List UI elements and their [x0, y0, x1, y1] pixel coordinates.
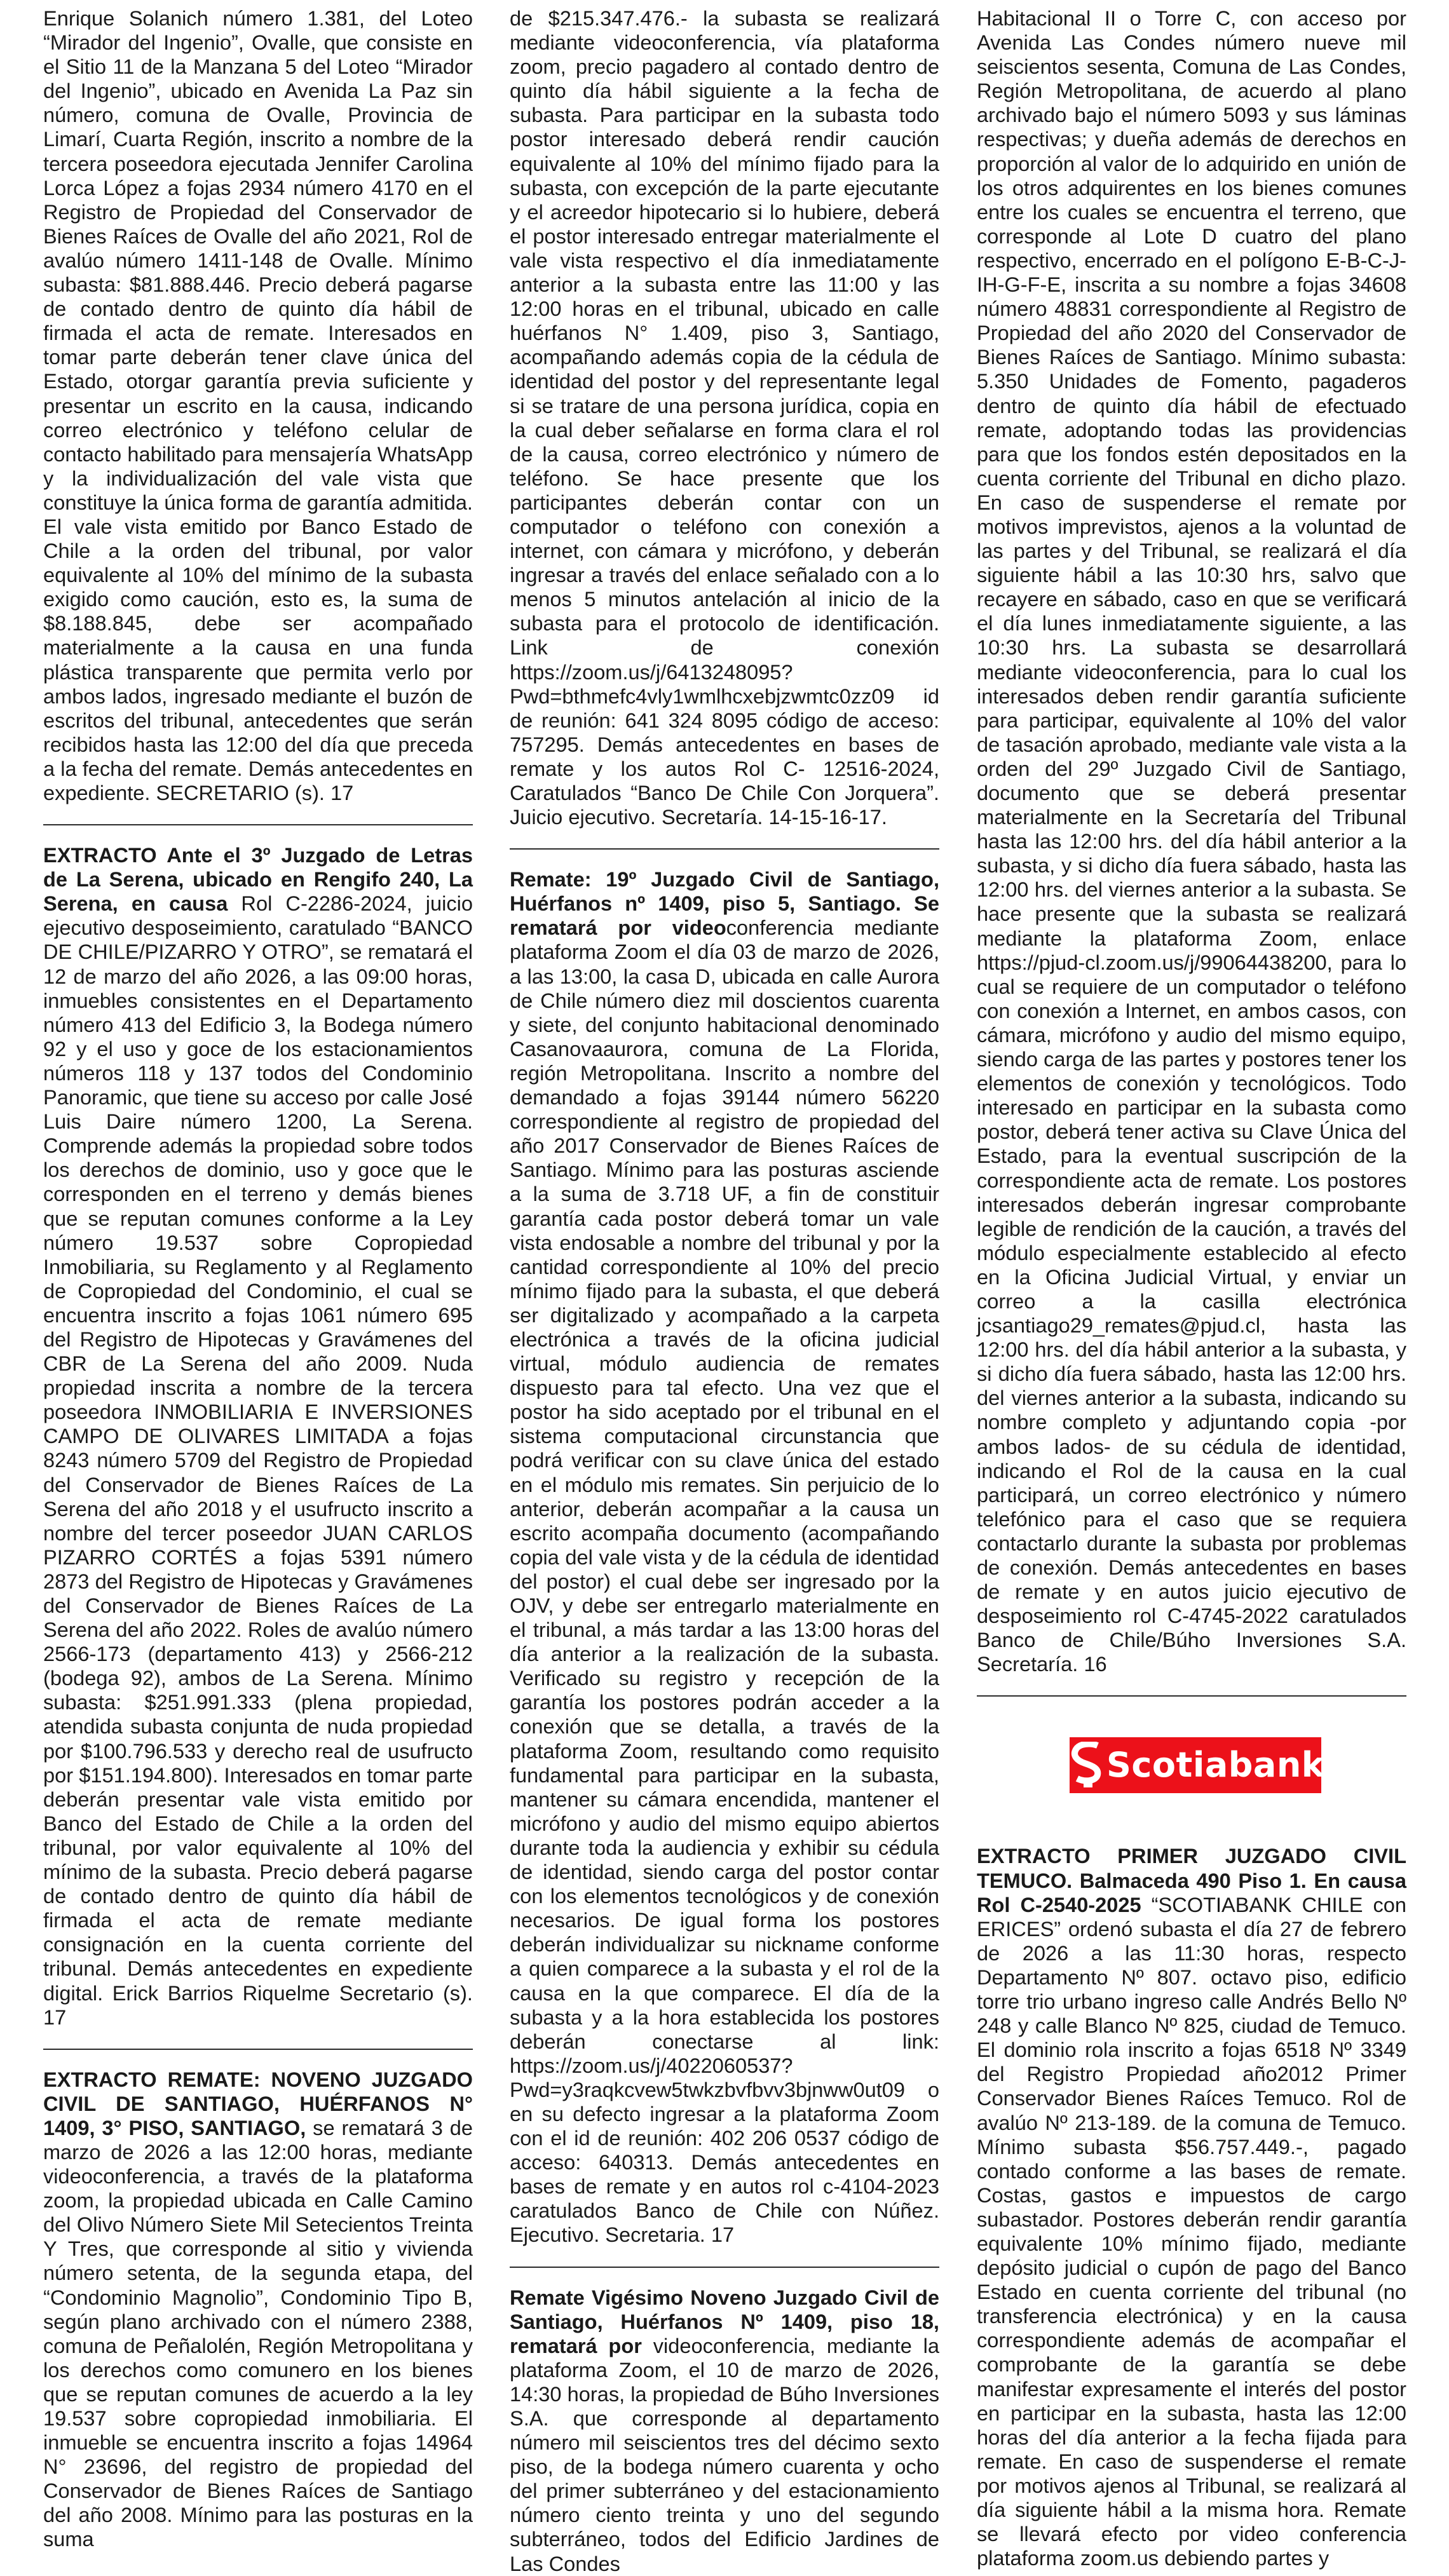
notice-body: Habitacional II o Torre C, con acceso por Avenida Las Condes número nueve mil seiscientos sesenta, Comuna de Las Condes, Región Metropolitana, de acuerdo al plano archivado bajo el número 5093 y sus láminas respectivas; y dueña además de derechos en proporción al valor de lo adquirido en unión de los otros adquirentes en los bienes comunes entre los cuales se encuentra el terreno, que corresponde al Lote D cuatro del plano respectivo, encerrado en el polígono E-B-C-J-IH-G-F-E, inscrita a su nombre a fojas 34608 número 48831 correspondiente al Registro de Propiedad del año 2020 del Conservador de Bienes Raíces de Santiago. Mínimo subasta: 5.350 Unidades de Fomento, pagaderos dentro de quinto día hábil de efectuado remate, adoptando todas las providencias para que los fondos estén depositados en la cuenta corriente del Tribunal en dicho plazo. En caso de suspenderse el remate por motivos imprevistos, ajenos a la voluntad de las partes y del Tribunal, se realizará el día siguiente hábil a las 10:30 hrs, salvo que recayere en sábado, caso en que se verificará el día lunes inmediatamente siguiente, a las 10:30 hrs. La subasta se desarrollará mediante videoconferencia, para lo cual los interesados deben rendir garantía suficiente para participar, equivalente al 10% del valor de tasación aprobado, mediante vale vista a la orden del 29º Juzgado Civil de Santiago, documento que se deberá presentar materialmente en la Secretaría del Tribunal hasta las 12:00 hrs. del día hábil anterior a la subasta, y si dicho día fuera sábado, hasta las 12:00 hrs. del viernes anterior a la subasta. Se hace presente que la subasta se realizará mediante la plataforma Zoom, enlace https://pjud-cl.zoom.us/j/99064438200, para lo cual se requiere de un computador o teléfono con conexión a Internet, en ambos casos, con cámara, micrófono y audio del mismo equipo, siendo carga de las partes y postores tener los elementos de conexión y tecnológicos. Todo interesado en participar en la subasta como postor, deberá tener activa su Clave Única del Estado, para la eventual suscripción de la correspondiente acta de remate. Los postores interesados deberán ingresar comprobante legible de rendición de la caución, a través del módulo especialmente establecido al efecto en la Oficina Judicial Virtual, y enviar un correo a la casilla electrónica jcsantiago29_remates@pjud.cl, hasta las 12:00 hrs. del día hábil anterior a la subasta, y si dicho día fuera sábado, hasta las 12:00 hrs. del viernes anterior a la subasta, indicando su nombre completo y adjuntando copia -por ambos lados- de su cédula de identidad, indicando el Rol de la causa en la cual participará, un correo electrónico y número telefónico para el caso que se requiera contactarlo durante la subasta por problemas de conexión. Demás antecedentes en bases de remate y en autos juicio ejecutivo de desposeimiento rol C-4745-2022 caratulados Banco de Chile/Búho Inversiones S.A. Secretaría. 16: [977, 6, 1406, 1676]
notice-divider: [510, 848, 939, 850]
legal-notice-noveno-juzgado-continuation: [510, 6, 939, 829]
scotiabank-logo: [1070, 1737, 1325, 1793]
scotiabank-wordmark: Scotiabank: [1106, 1745, 1325, 1786]
notice-heading: Remate Vigésimo Noveno Juzgado Civil de Santiago, Huérfanos Nº 1409, piso 18, rematará por: [510, 2285, 939, 2357]
notice-body: “SCOTIABANK CHILE con ERICES” ordenó subasta el día 27 de febrero de 2026 a las 11:30 horas, respecto Departamento Nº 807. octavo piso, edificio torre trio urbano ingreso calle Andrés Bello Nº 248 y calle Blanco Nº 825, ciudad de Temuco. El dominio rola inscrito a fojas 6518 Nº 3349 del Registro Propiedad año2012 Primer Conservador Bienes Raíces Temuco. Rol de avalúo Nº 213-189. de la comuna de Temuco. Mínimo subasta $56.757.449.-, pagado contado conforme a las bases de remate. Costas, gastos e impuestos de cargo subastador. Postores deberán rendir garantía equivalente 10% mínimo fijado, mediante depósito judicial o cupón de pago del Banco Estado en cuenta corriente del tribunal (no transferencia electrónica) y en la causa correspondiente además de acompañar el comprobante de la garantía se debe manifestar expresamente el interés del postor en participar en la subasta, hasta las 12:00 horas del día anterior a la fecha fijada para remate. En caso de suspenderse el remate por motivos ajenos al Tribunal, se realizará al día siguiente hábil a la misma hora. Remate se llevará efecto por video conferencia plataforma zoom.us debiendo partes y: [977, 1892, 1406, 2570]
column-2: [510, 6, 939, 2576]
notice-heading: EXTRACTO Ante el 3º Juzgado de Letras de La Serena, ubicado en Rengifo 240, La Serena, en causa: [43, 843, 473, 916]
legal-notice-29-juzgado: [510, 2286, 939, 2576]
notice-heading: Remate: 19º Juzgado Civil de Santiago, Huérfanos nº 1409, piso 5, Santiago. Se rematará por video: [510, 867, 939, 940]
notice-body: Enrique Solanich número 1.381, del Loteo “Mirador del Ingenio”, Ovalle, que consiste en el Sitio 11 de la Manzana 5 del Loteo “Mirador del Ingenio”, ubicado en Avenida La Paz sin número, comuna de Ovalle, Provincia de Limarí, Cuarta Región, inscrito a nombre de la tercera poseedora ejecutada Jennifer Carolina Lorca López a fojas 2934 número 4170 en el Registro de Propiedad del Conservador de Bienes Raíces de Ovalle del año 2021, Rol de avalúo número 1411-148 de Ovalle. Mínimo subasta: $81.888.446. Precio deberá pagarse de contado dentro de quinto día hábil de firmada el acta de remate. Interesados en tomar parte deberán tener clave única del Estado, otorgar garantía previa suficiente y presentar un escrito en la causa, indicando correo electrónico y teléfono celular de contacto habilitado para mensajería WhatsApp y la individualización del vale vista que constituye la única forma de garantía admitida. El vale vista emitido por Banco Estado de Chile a la orden del tribunal, por valor equivalente al 10% del mínimo de la subasta exigido como caución, esto es, la suma de $8.188.845, debe ser acompañado materialmente a la causa en una funda plástica transparente que permita verlo por ambos lados, ingresado mediante el buzón de escritos del tribunal, antecedentes que serán recibidos hasta las 12:00 del día que preceda a la fecha del remate. Demás antecedentes en expediente. SECRETARIO (s). 17: [43, 6, 473, 804]
notice-divider: [510, 2267, 939, 2268]
notice-body: videoconferencia, mediante la plataforma Zoom, el 10 de marzo de 2026, 14:30 horas, la propiedad de Búho Inversiones S.A. que corresponde al departamento número mil seiscientos tres del décimo sexto piso, de la bodega número cuarenta y ocho del primer subterráneo y del estacionamiento número ciento treinta y uno del segundo subterráneo, todos del Edificio Jardines de Las Condes: [510, 2333, 939, 2575]
notice-body: se rematará 3 de marzo de 2026 a las 12:00 horas, mediante videoconferencia, a través de la plataforma zoom, la propiedad ubicada en Calle Camino del Olivo Número Siete Mil Setecientos Treinta Y Tres, que corresponde al sitio y vivienda número setenta, de la segunda etapa, del “Condominio Magnolio”, Condominio Tipo B, según plano archivado con el número 2388, comuna de Peñalolén, Región Metropolitana y los derechos como comunero en los bienes que se reputan comunes de acuerdo a la ley 19.537 sobre copropiedad inmobiliaria. El inmueble se encuentra inscrito a fojas 14964 N° 23696, del registro de propiedad del Conservador de Bienes Raíces de Santiago del año 2008. Mínimo para las posturas en la suma: [43, 2115, 473, 2551]
scotiabank-s-glyph: [1070, 1742, 1106, 1789]
notice-heading: EXTRACTO PRIMER JUZGADO CIVIL TEMUCO. Balmaceda 490 Piso 1. En causa Rol C-2540-2025: [977, 1844, 1406, 1916]
notice-divider: [43, 2049, 473, 2050]
legal-notice-29-juzgado-continuation: [977, 6, 1406, 1676]
notice-heading: EXTRACTO REMATE: NOVENO JUZGADO CIVIL DE SANTIAGO, HUÉRFANOS N° 1409, 3° PISO, SANTIAGO,: [43, 2067, 473, 2139]
notice-body: conferencia mediante plataforma Zoom el día 03 de marzo de 2026, a las 13:00, la casa D, ubicada en calle Aurora de Chile número diez mil doscientos cuarenta y siete, del conjunto habitacional denominado Casanovaaurora, comuna de La Florida, región Metropolitana. Inscrito a nombre del demandado a fojas 39144 número 56220 correspondiente al registro de propiedad del año 2017 Conservador de Bienes Raíces de Santiago. Mínimo para las posturas asciende a la suma de 3.718 UF, a fin de constituir garantía cada postor deberá tomar un vale vista endosable a nombre del tribunal y por la cantidad correspondiente al 10% del precio mínimo fijado para la subasta, el que deberá ser digitalizado y acompañado a la carpeta electrónica a través de la oficina judicial virtual, módulo audiencia de remates dispuesto para tal efecto. Una vez que el postor ha sido aceptado por el tribunal en el sistema computacional circunstancia que podrá verificar con su clave única del estado en el módulo mis remates. Sin perjuicio de lo anterior, deberán acompañar a la causa un escrito acompaña documento (acompañando copia del vale vista y de la cédula de identidad del postor) el cual debe ser ingresado por la OJV, y debe ser entregarlo materialmente en el tribunal, a más tardar a las 13:00 horas del día anterior a la realización de la subasta. Verificado su registro y recepción de la garantía los postores podrán acceder a la conexión que se detalla, a través de la plataforma Zoom, resultando como requisito fundamental para participar en la subasta, mantener su cámara encendida, mantener el micrófono y audio del mismo equipo abiertos durante toda la audiencia y exhibir su cédula de identidad, siendo carga del postor contar con los elementos tecnológicos y de conexión necesarios. De igual forma los postores deberán individualizar su nickname conforme a quien comparece a la subasta y el rol de la causa en la que comparece. El día de la subasta y a la hora establecida los postores deberán conectarse al link: https://zoom.us/j/4022060537?Pwd=y3raqkcvew5twkzbvfbvv3bjnww0ut09 o en su defecto ingresar a la plataforma Zoom con el id de reunión: 402 206 0537 código de acceso: 640313. Demás antecedentes en bases de remate y en autos rol c-4104-2023 caratulados Banco de Chile con Núñez. Ejecutivo. Secretaria. 17: [510, 916, 939, 2247]
scotiabank-s-icon: [1070, 1737, 1106, 1793]
column-3: [977, 6, 1406, 2570]
notice-divider: [43, 824, 473, 825]
notice-body: de $215.347.476.- la subasta se realizará mediante videoconferencia, vía plataforma zoom, precio pagadero al contado dentro de quinto día hábil siguiente a la fecha de subasta. Para participar en la subasta todo postor interesado deberá rendir caución equivalente al 10% del mínimo fijado para la subasta, con excepción de la parte ejecutante y el acreedor hipotecario si lo hubiere, deberá el postor interesado entregar materialmente el vale vista respectivo el día inmediatamente anterior a la subasta entre las 11:00 y las 12:00 horas en el tribunal, ubicado en calle huérfanos N° 1.409, piso 3, Santiago, acompañando además copia de la cédula de identidad del postor y del representante legal si se tratare de una persona jurídica, copia en la cual deber señalarse en forma clara el rol de la causa, correo electrónico y número de teléfono. Se hace presente que los participantes deberán contar con un computador o teléfono con conexión a internet, con cámara y micrófono, y deberán ingresar a través del enlace señalado con a lo menos 5 minutos antelación al inicio de la subasta para el protocolo de identificación. Link de conexión https://zoom.us/j/6413248095?Pwd=bthmefc4vly1wmlhcxebjzwmtc0zz09 id de reunión: 641 324 8095 código de acceso: 757295. Demás antecedentes en bases de remate y los autos Rol C- 12516-2024, Caratulados “Banco De Chile Con Jorquera”. Juicio ejecutivo. Secretaría. 14-15-16-17.: [510, 6, 939, 829]
notice-body: Rol C-2286-2024, juicio ejecutivo desposeimiento, caratulado “BANCO DE CHILE/PIZARRO Y OTRO”, se rematará el 12 de marzo del año 2026, a las 09:00 horas, inmuebles consistentes en el Departamento número 413 del Edificio 3, la Bodega número 92 y el uso y goce de los estacionamientos números 118 y 137 todos del Condominio Panoramic, que tiene su acceso por calle José Luis Daire número 1200, La Serena. Comprende además la propiedad sobre todos los derechos de dominio, uso y goce que le corresponden en el terreno y demás bienes que se reputan comunes conforme a la Ley número 19.537 sobre Copropiedad Inmobiliaria, su Reglamento y al Reglamento de Copropiedad del Condominio, el cual se encuentra inscrito a fojas 1061 número 695 del Registro de Hipotecas y Gravámenes del CBR de La Serena del año 2009. Nuda propiedad inscrita a nombre de la tercera poseedora INMOBILIARIA E INVERSIONES CAMPO DE OLIVARES LIMITADA a fojas 8243 número 5709 del Registro de Propiedad del Conservador de Bienes Raíces de La Serena del año 2018 y el usufructo inscrito a nombre del tercer poseedor JUAN CARLOS PIZARRO CORTÉS a fojas 5391 número 2873 del Registro de Hipotecas y Gravámenes del Conservador de Bienes Raíces de La Serena del año 2022. Roles de avalúo número 2566-173 (departamento 413) y 2566-212 (bodega 92), ambos de La Serena. Mínimo subasta: $251.991.333 (plena propiedad, atendida subasta conjunta de nuda propiedad por $100.796.533 y derecho real de usufructo por $151.194.800). Interesados en tomar parte deberán presentar vale vista emitido por Banco del Estado de Chile a la orden del tribunal, por valor equivalente al 10% del mínimo de la subasta. Precio deberá pagarse de contado dentro de quinto día hábil de firmada el acta de remate mediante consignación en la cuenta corriente del tribunal. Demás antecedentes en expediente digital. Erick Barrios Riquelme Secretario (s). 17: [43, 891, 473, 2029]
legal-notice-19-juzgado: [510, 867, 939, 2247]
column-1: [43, 6, 473, 2552]
legal-notice-ovalle-continuation: [43, 6, 473, 805]
legal-notice-la-serena: [43, 843, 473, 2030]
notice-divider: [977, 1695, 1406, 1697]
scotiabank-logo-block: [977, 1717, 1406, 1833]
legal-notice-temuco: [977, 1844, 1406, 2570]
legal-notice-noveno-juzgado: [43, 2068, 473, 2552]
